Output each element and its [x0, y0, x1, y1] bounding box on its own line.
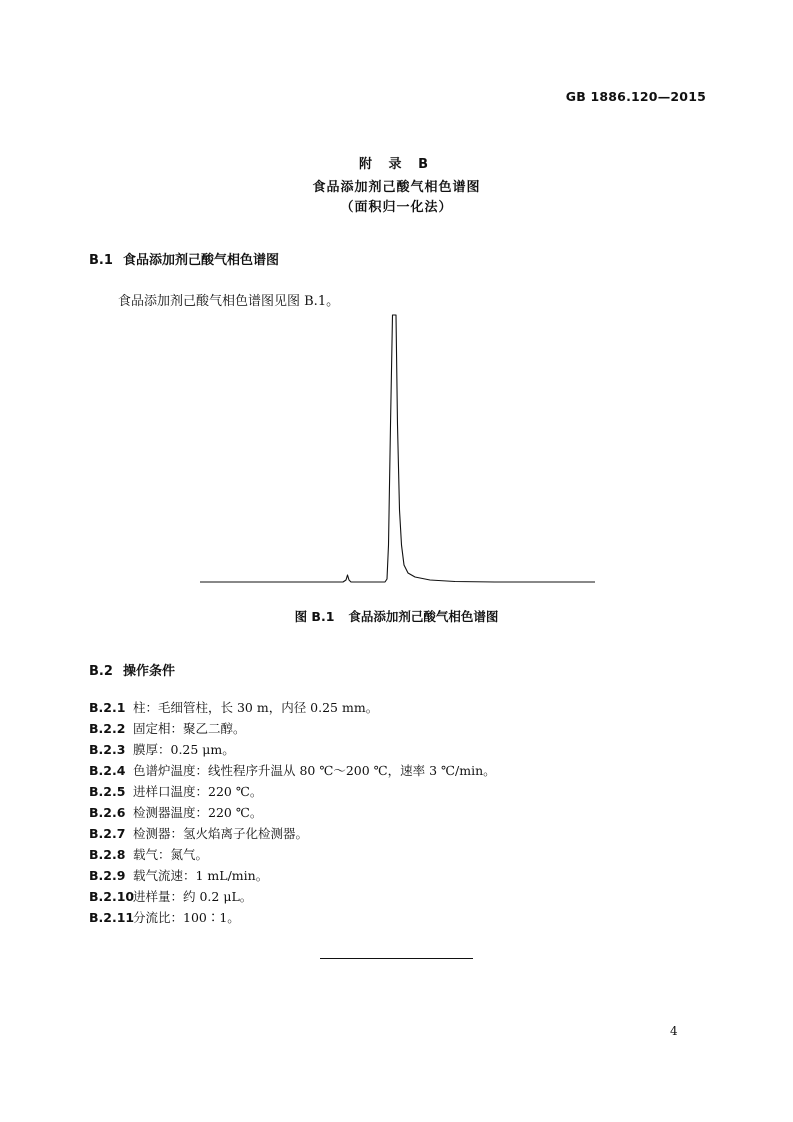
condition-number: B.2.9: [89, 868, 126, 883]
section-b2-heading: [89, 660, 175, 679]
condition-number: B.2.4: [89, 763, 126, 778]
chromatogram-trace: [200, 315, 595, 582]
section-b2-title: 操作条件: [123, 664, 176, 679]
condition-item: [89, 868, 496, 889]
appendix-title: 食品添加剂己酸气相色谱图: [312, 180, 481, 195]
condition-number: B.2.10: [89, 889, 135, 904]
condition-item: [89, 826, 496, 847]
condition-text: 检测器温度：220 ℃。: [133, 805, 263, 820]
condition-text: 载气流速：1 mL/min。: [133, 868, 269, 883]
condition-text: 进样量：约 0.2 μL。: [133, 889, 253, 904]
condition-item: [89, 889, 496, 910]
appendix-label: 附 录 B: [359, 157, 434, 172]
condition-item: [89, 847, 496, 868]
section-b1-title: 食品添加剂己酸气相色谱图: [123, 253, 280, 268]
condition-item: [89, 721, 496, 742]
end-rule-divider: [320, 958, 473, 959]
condition-number: B.2.5: [89, 784, 126, 799]
section-b1-body: 食品添加剂己酸气相色谱图见图 B.1。: [118, 294, 340, 309]
section-b1-heading: [89, 249, 279, 268]
condition-text: 色谱炉温度：线性程序升温从 80 ℃～200 ℃，速率 3 ℃/min。: [133, 763, 496, 778]
chromatogram-figure: [195, 305, 600, 595]
condition-item: [89, 910, 496, 931]
condition-text: 固定相：聚乙二醇。: [133, 721, 246, 736]
section-b2-number: B.2: [89, 664, 113, 679]
condition-item: [89, 784, 496, 805]
condition-item: [89, 700, 496, 721]
standard-code: GB 1886.120—2015: [565, 89, 706, 104]
condition-item: [89, 763, 496, 784]
condition-number: B.2.3: [89, 742, 126, 757]
condition-number: B.2.6: [89, 805, 126, 820]
condition-number: B.2.11: [89, 910, 135, 925]
condition-text: 检测器：氢火焰离子化检测器。: [133, 826, 309, 841]
appendix-subtitle: （面积归一化法）: [340, 200, 453, 215]
condition-item: [89, 805, 496, 826]
figure-number: 图 B.1: [294, 609, 335, 624]
figure-caption: [0, 607, 793, 625]
condition-number: B.2.8: [89, 847, 126, 862]
operating-conditions-list: [89, 700, 496, 931]
condition-text: 载气：氮气。: [133, 847, 209, 862]
figure-caption-text: 食品添加剂己酸气相色谱图: [348, 609, 499, 624]
condition-text: 进样口温度：220 ℃。: [133, 784, 263, 799]
condition-text: 柱：毛细管柱，长 30 m，内径 0.25 mm。: [133, 700, 379, 715]
page-number: 4: [670, 1024, 678, 1038]
section-b1-number: B.1: [89, 253, 113, 268]
condition-number: B.2.1: [89, 700, 126, 715]
condition-text: 分流比：100∶1。: [133, 910, 240, 925]
condition-number: B.2.2: [89, 721, 126, 736]
condition-number: B.2.7: [89, 826, 126, 841]
condition-text: 膜厚：0.25 μm。: [133, 742, 235, 757]
condition-item: [89, 742, 496, 763]
